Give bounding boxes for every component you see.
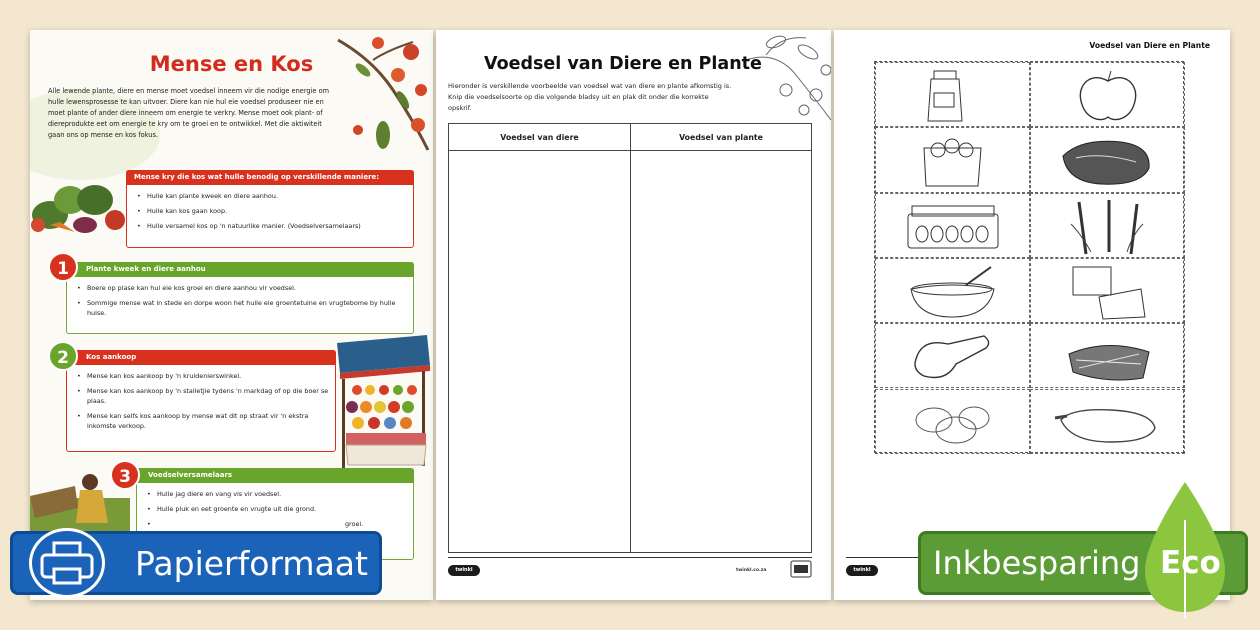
paper-format-banner[interactable] xyxy=(10,531,382,595)
list-item: • Hulle kan kos gaan koop. xyxy=(135,206,407,216)
list-item: • Mense kan selfs kos aankoop by mense wat dit op straat vir 'n ekstra inkomste verkoop. xyxy=(75,411,329,431)
printer-icon-badge xyxy=(29,528,105,598)
section-heading: Plante kweek en diere aanhou xyxy=(66,262,414,277)
apple-icon[interactable] xyxy=(1030,62,1185,127)
worksheet-page xyxy=(436,30,831,600)
banner-label: Papierformaat xyxy=(135,544,368,583)
footer-divider xyxy=(448,557,812,558)
list-item: • Hulle pluk en eet groente en vrugte uit die grond. xyxy=(145,504,407,514)
list-item: • Hulle versamel kos op 'n natuurlike manier. (Voedselversamelaars) xyxy=(135,221,407,231)
ways-heading: Mense kry die kos wat hulle benodig op verskillende maniere: xyxy=(126,170,414,185)
persimmon-branch-icon xyxy=(333,30,433,160)
list-item: • Mense kan kos aankoop by 'n kruidenierswinkel. xyxy=(75,371,329,381)
vegetables-icon xyxy=(30,170,130,240)
banner-label: Inkbesparing xyxy=(933,544,1141,582)
section-box-1 xyxy=(66,262,414,334)
cutout-grid xyxy=(874,61,1184,453)
infographic-page xyxy=(30,30,433,600)
list-item: • Hulle kan plante kweek en diere aanhou. xyxy=(135,191,407,201)
potatoes-icon[interactable] xyxy=(875,127,1030,192)
section-box-2 xyxy=(66,350,336,452)
twinkl-badge-icon xyxy=(790,560,812,578)
twinkl-logo: twinkl xyxy=(448,565,480,576)
eco-label: Eco xyxy=(1160,545,1221,581)
list-item: • Boere op plase kan hul eie kos groei en diere aanhou vir voedsel. xyxy=(75,283,407,293)
list-item: • Sommige mense wat in stede en dorpe woon het hulle eie groentetuine en vrugtebome by hulle huise. xyxy=(75,298,407,318)
footer-url: twinkl.co.za xyxy=(736,568,767,573)
section-number: 1 xyxy=(48,252,78,282)
list-item: • groei. xyxy=(145,519,407,529)
list-item: • Hulle jag diere en vang vis vir voedsel. xyxy=(145,489,407,499)
beans-icon[interactable] xyxy=(1030,323,1185,388)
porridge-icon[interactable] xyxy=(875,258,1030,323)
section-list xyxy=(75,371,329,436)
branch-sketch-icon xyxy=(746,30,831,125)
section-number: 2 xyxy=(48,341,78,371)
list-item: • Mense kan kos aankoop by 'n stalletjie tydens 'n markdag of op die boer se plaas. xyxy=(75,386,329,406)
worksheet-instructions: Hieronder is verskillende voorbeelde van voedsel wat van diere en plante afkomstig is. Knip die voedselsoorte op die volgende bladsy uit en plak dit onder die korrekte opskrif. xyxy=(448,82,732,112)
printer-icon xyxy=(32,531,102,595)
section-heading: Voedselversamelaars xyxy=(136,468,414,483)
market-stall-icon xyxy=(332,335,432,470)
chicken-drumstick-icon[interactable] xyxy=(875,323,1030,388)
section-number: 3 xyxy=(110,460,140,490)
twinkl-logo: twinkl xyxy=(846,565,878,576)
cutout-title: Voedsel van Diere en Plante xyxy=(1089,41,1210,50)
cheese-icon[interactable] xyxy=(1030,258,1185,323)
plant-food-column xyxy=(631,124,811,552)
spinach-icon[interactable] xyxy=(875,389,1030,454)
column-header: Voedsel van plante xyxy=(631,124,811,151)
section-heading: Kos aankoop xyxy=(66,350,336,365)
intro-text: Alle lewende plante, diere en mense moet voedsel inneem vir die nodige energie om hulle lewensprosesse te kan uitvoer. Diere kan nie hul eie voedsel produseer nie en moet plante of ander diere inneem om energie te verkry. Mense moet ook plant- of diereprodukte eet om energie te kry om te groei en te ontwikkel. Met die aktiwiteit gaan ons op mense en kos fokus. xyxy=(48,87,330,139)
milk-bottle-icon[interactable] xyxy=(875,62,1030,127)
column-header: Voedsel van diere xyxy=(449,124,630,151)
worksheet-title: Voedsel van Diere en Plante xyxy=(484,54,762,74)
page-title: Mense en Kos xyxy=(149,52,314,76)
animal-food-column xyxy=(449,124,631,552)
section-list xyxy=(75,283,407,323)
ways-list xyxy=(135,191,407,236)
ham-icon[interactable] xyxy=(1030,389,1185,454)
corn-icon[interactable] xyxy=(1030,193,1185,258)
section-list xyxy=(145,489,407,534)
ways-box xyxy=(126,170,414,248)
eggs-icon[interactable] xyxy=(875,193,1030,258)
sorting-table xyxy=(448,123,812,553)
gatherer-woman-icon xyxy=(30,468,130,538)
steak-icon[interactable] xyxy=(1030,127,1185,192)
